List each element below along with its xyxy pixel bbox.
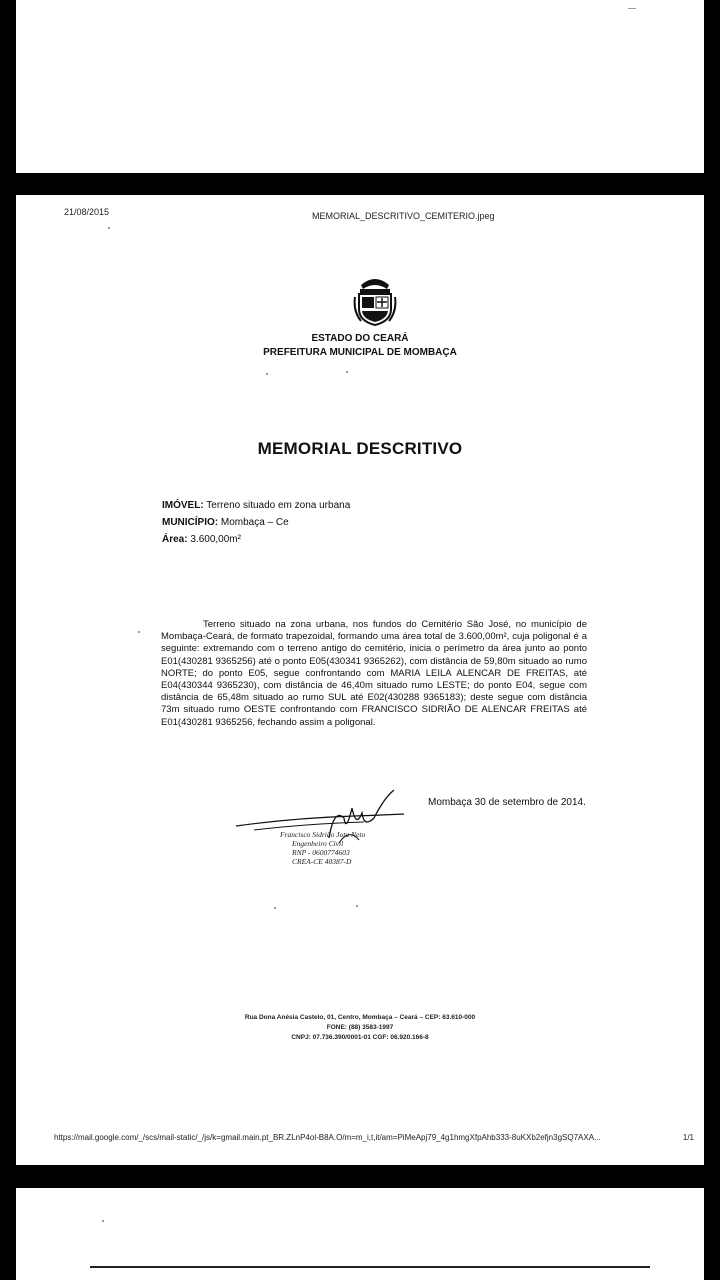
field-value: Mombaça – Ce [220,517,289,528]
coat-of-arms-icon [351,275,399,327]
scan-speck [274,907,276,909]
field-label: IMÓVEL: [162,500,204,511]
footer-address: Rua Dona Anésia Castelo, 01, Centro, Mombaça – Ceará – CEP: 63.610-000 [244,1014,476,1021]
scan-mark [628,8,636,9]
field-value: Terreno situado em zona urbana [206,500,351,511]
print-page-number: 1/1 [682,1133,694,1142]
scan-speck [138,631,140,633]
field-value: 3.600,00m² [190,534,241,545]
scan-speck [266,373,268,375]
document-title: MEMORIAL DESCRITIVO [257,439,463,458]
municipality-field [162,517,289,528]
field-label: MUNICÍPIO: [162,517,219,528]
place-date: Mombaça 30 de setembro de 2014. [428,797,586,808]
engineer-stamp [280,830,366,866]
scan-speck [102,1220,104,1222]
field-label: Área: [162,534,188,545]
engineer-crea: CREA-CE 40387-D [292,857,352,866]
city-hall-name: PREFEITURA MUNICIPAL DE MOMBAÇA [263,347,457,358]
scan-speck [108,227,110,229]
property-field [162,500,350,511]
print-url-footer [54,1133,694,1142]
letterhead-footer [16,1013,704,1043]
previous-page [16,0,704,173]
scan-speck [356,905,358,907]
next-page [16,1188,704,1280]
engineer-role: Engenheiro Civil [292,839,344,848]
description-text: Terreno situado na zona urbana, nos fundos do Cemitério São José, no município de Mombaça-Ceará, de formato trapezoidal, formando uma área total de 3.600,00m², cuja poligonal é a seguinte: extremando com o terreno antigo do cemitério, inicia o perímetro da área junto ao ponto E01(430281 9365256) até o ponto E05(430341 9365262), com distância de 59,80m situado ao rumo NORTE; do ponto E05, segue confrontando com MARIA LEILA ALENCAR DE FREITAS, até E04(430344 9365230), com distância de 46,40m situado rumo LESTE; do ponto E04, segue com distância de 65,48m situado ao rumo SUL até E02(430288 9365183); deste segue com distância 73m situado rumo OESTE confrontando com FRANCISCO SIDRIÃO DE ALENCAR FREITAS até E01(430281 9365256, fechando assim a poligonal. [161,619,587,728]
scan-speck [346,371,348,373]
area-field [162,534,241,545]
footer-ids: CNPJ: 07.736.390/0001-01 CGF: 06.920.166-8 [291,1034,429,1041]
print-filename: MEMORIAL_DESCRITIVO_CEMITERIO.jpeg [312,211,495,221]
table-border [90,1266,650,1268]
state-name: ESTADO DO CEARÁ [311,333,409,344]
footer-phone: FONE: (88) 3583-1997 [326,1024,394,1031]
print-date: 21/08/2015 [64,207,110,217]
print-url: https://mail.google.com/_/scs/mail-static/_/js/k=gmail.main.pt_BR.ZLnP4ol-B8A.O/m=m_i,t,it/am=PiMeApj79_4g1hmgXfpAhb333-8uKXb2efjn3gSQ7AXA... [54,1133,601,1142]
engineer-name: Francisco Sidrião Jota Neto [280,830,366,839]
document-page [16,195,704,1165]
description-paragraph [161,619,587,729]
engineer-rnp: RNP - 0600774603 [292,848,350,857]
